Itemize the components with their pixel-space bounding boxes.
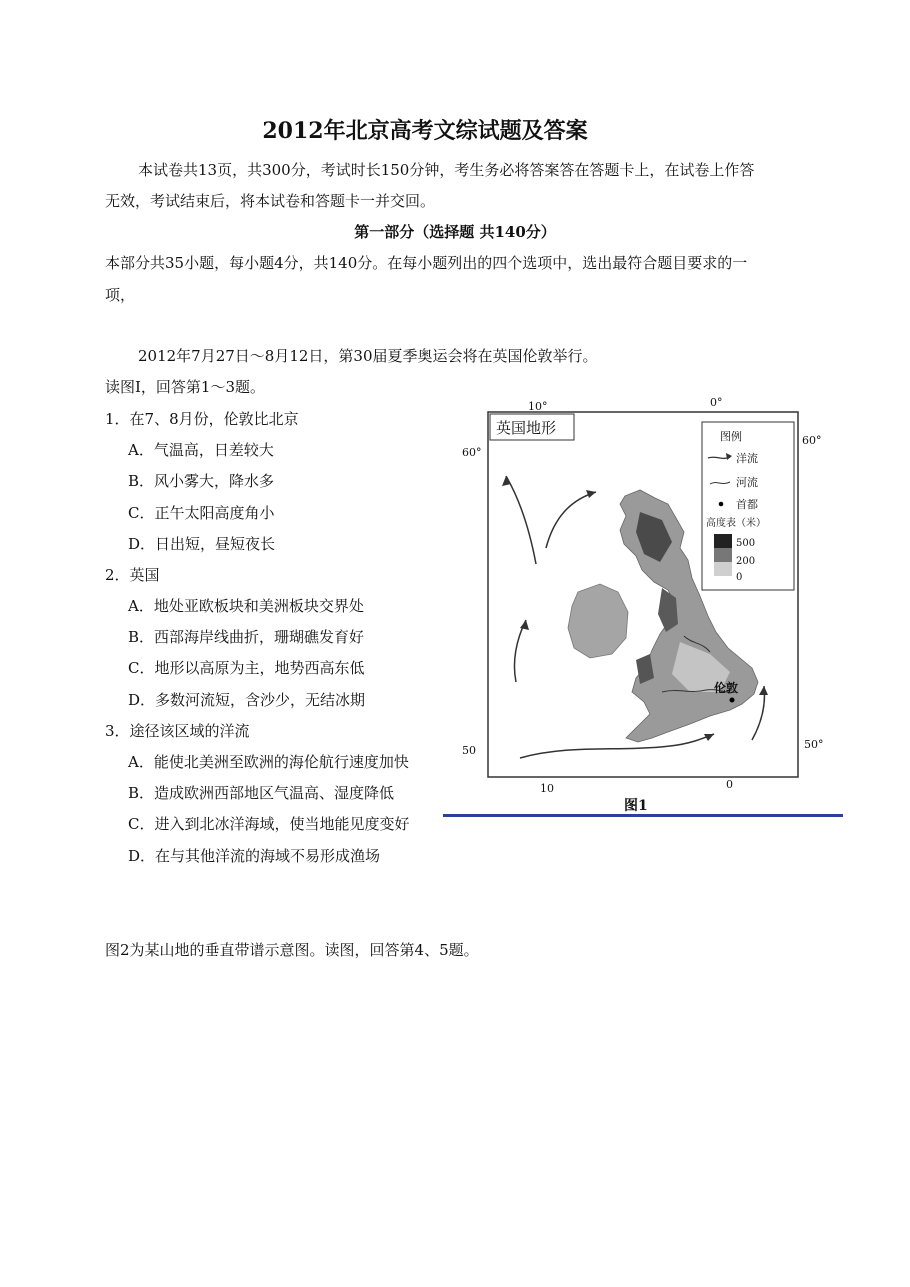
intro-line-1: 本试卷共13页，共300分，考试时长150分钟，考生务必将答案答在答题卡上，在试卷上作答: [138, 161, 755, 179]
london-capital-dot: [730, 698, 735, 703]
part1-heading: 第一部分（选择题 共140分）: [354, 223, 556, 241]
map-legend: [702, 422, 794, 590]
question-1-option-b: B．风小雾大，降水多: [128, 472, 275, 490]
question-stem-3: 3．途径该区域的洋流: [105, 722, 250, 740]
intro-line-2: 无效，考试结束后，将本试卷和答题卡一并交回。: [105, 192, 436, 210]
question-stem-2: 2．英国: [105, 566, 160, 584]
legend-elev-low: [714, 562, 732, 576]
legend-elev-high: [714, 534, 732, 548]
part1-desc-line-1: 本部分共35小题，每小题4分，共140分。在每小题列出的四个选项中，选出最符合题目要求的一: [105, 254, 748, 272]
question-1-option-c: C．正午太阳高度角小: [128, 504, 275, 522]
lon-bottom-10: 10: [540, 782, 554, 795]
legend-elevation-title: 高度表（米）: [706, 518, 766, 529]
lat-right-50: 50°: [804, 738, 824, 751]
london-label: 伦敦: [714, 681, 739, 695]
question-3-option-a: A．能使北美洲至欧洲的海伦航行速度加快: [128, 753, 409, 771]
legend-elev-0: 0: [736, 572, 743, 583]
legend-capital-icon: [719, 502, 724, 507]
question-3-option-c: C．进入到北冰洋海域，使当地能见度变好: [128, 815, 410, 833]
part1-desc-line-2: 项，: [105, 286, 136, 304]
uk-terrain-map: [440, 392, 850, 824]
figure-underline: [443, 814, 843, 817]
legend-river-label: 河流: [736, 476, 758, 489]
lon-top-10: 10°: [528, 400, 548, 413]
context-line-2: 读图Ⅰ，回答第1～3题。: [105, 378, 266, 396]
question-2-option-d: D．多数河流短，含沙少，无结冰期: [128, 691, 366, 709]
legend-elev-200: 200: [736, 556, 756, 567]
lon-bottom-0: 0: [726, 778, 733, 791]
legend-elev-mid: [714, 548, 732, 562]
figure2-prompt: 图2为某山地的垂直带谱示意图。读图，回答第4、5题。: [105, 941, 479, 959]
question-2-option-b: B．西部海岸线曲折，珊瑚礁发育好: [128, 628, 365, 646]
question-2-option-a: A．地处亚欧板块和美洲板块交界处: [128, 597, 364, 615]
map-title: 英国地形: [496, 419, 557, 437]
legend-capital-label: 首都: [736, 498, 758, 511]
context-line-1: 2012年7月27日～8月12日，第30届夏季奥运会将在英国伦敦举行。: [138, 347, 598, 365]
question-2-option-c: C．地形以高原为主，地势西高东低: [128, 659, 365, 677]
question-1-option-a: A．气温高，日差较大: [128, 441, 274, 459]
lat-right-60: 60°: [802, 434, 822, 447]
question-1-option-d: D．日出短，昼短夜长: [128, 535, 276, 553]
lon-top-0: 0°: [710, 396, 723, 409]
lat-left-50: 50: [462, 744, 476, 757]
question-3-option-b: B．造成欧洲西部地区气温高、湿度降低: [128, 784, 395, 802]
legend-current-label: 洋流: [736, 452, 758, 465]
figure-caption: 图1: [624, 798, 648, 814]
lat-left-60: 60°: [462, 446, 482, 459]
page-title: 2012年北京高考文综试题及答案: [262, 118, 588, 144]
question-stem-1: 1．在7、8月份，伦敦比北京: [105, 410, 299, 428]
legend-elev-500: 500: [736, 538, 756, 549]
question-3-option-d: D．在与其他洋流的海域不易形成渔场: [128, 847, 381, 865]
legend-title: 图例: [720, 430, 742, 443]
